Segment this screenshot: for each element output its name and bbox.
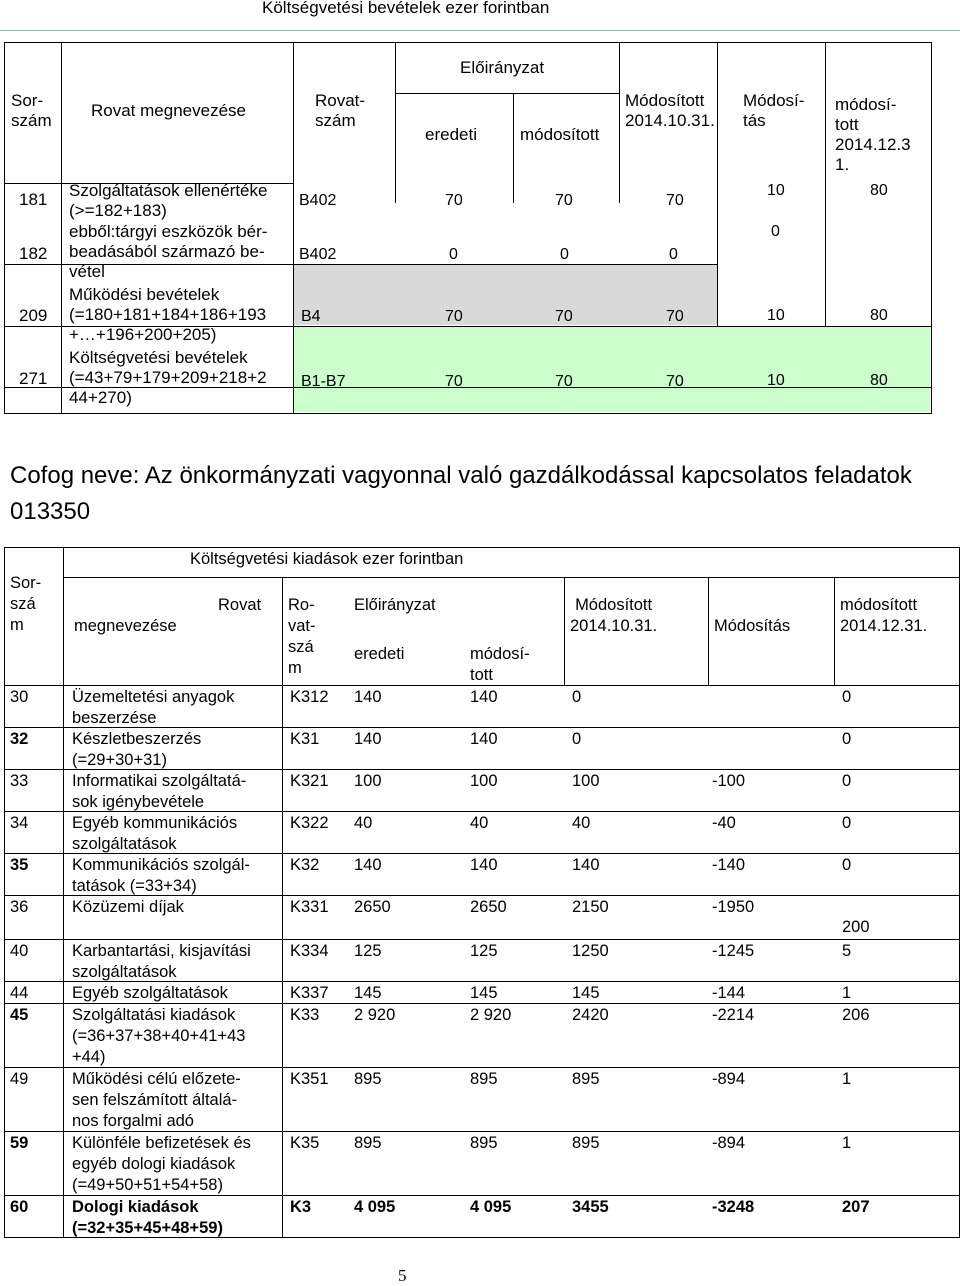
expense-row-59-name: Különféle befizetések és egyéb dologi kiadások (=49+50+51+54+58) [72, 1134, 251, 1194]
row-182-name: ebből:tárgyi eszközök bér- beadásából származó be- vétel [69, 222, 268, 281]
expense-row-44-name: Egyéb szolgáltatások [72, 984, 228, 1002]
expense-row-40-mod-end: 5 [842, 942, 852, 960]
expense-row-44-eredeti: 145 [354, 984, 382, 1002]
expense-row-44-rovat: K337 [290, 984, 329, 1002]
expense-row-36-sorszam: 36 [10, 898, 29, 916]
header-rovat-2: Rovat [218, 596, 262, 614]
expense-row-44-mod-date: 145 [572, 984, 600, 1002]
expense-row-33-modositott: 100 [470, 772, 498, 790]
expense-row-32-sorszam: 32 [10, 730, 29, 748]
header-eredeti-2: eredeti [354, 645, 405, 663]
row-271-mod-end: 80 [870, 372, 888, 389]
expense-row-34-modositas: -40 [712, 814, 736, 832]
expense-row-34-modositott: 40 [470, 814, 489, 832]
expense-row-32-rovat: K31 [290, 730, 320, 748]
expense-row-35-modositott: 140 [470, 856, 498, 874]
expense-row-60-mod-date: 3455 [572, 1198, 609, 1216]
row-181-sorszam: 181 [19, 190, 48, 209]
expense-row-33-eredeti: 100 [354, 772, 382, 790]
expense-row-45-name: Szolgáltatási kiadások (=36+37+38+40+41+43 +44) [72, 1006, 246, 1066]
expense-row-34-eredeti: 40 [354, 814, 373, 832]
header-sorszam-2: Sor- szá m [10, 574, 42, 634]
expense-row-45-rovat: K33 [290, 1006, 320, 1024]
expense-row-35-name: Kommunikációs szolgál- tatások (=33+34) [72, 856, 250, 895]
expense-row-34-mod-end: 0 [842, 814, 852, 832]
expense-row-60-eredeti: 4 095 [354, 1198, 396, 1216]
expense-row-59-sorszam: 59 [10, 1134, 29, 1152]
row-181-mod-date: 70 [666, 192, 684, 209]
page-number: 5 [398, 1266, 407, 1285]
expense-row-35-mod-end: 0 [842, 856, 852, 874]
row-181-modositott: 70 [555, 192, 573, 209]
row-181-modositas: 10 [767, 182, 785, 199]
expense-row-40-rovat: K334 [290, 942, 329, 960]
expense-row-40-sorszam: 40 [10, 942, 29, 960]
expense-row-30-eredeti: 140 [354, 688, 382, 706]
expense-row-32-eredeti: 140 [354, 730, 382, 748]
header-modositas: Módosí- tás [743, 91, 805, 130]
expense-row-59-mod-end: 1 [842, 1134, 852, 1152]
row-181-eredeti: 70 [445, 192, 463, 209]
expense-row-33-mod-date: 100 [572, 772, 600, 790]
expense-row-44-mod-end: 1 [842, 984, 852, 1002]
expense-row-44-modositott: 145 [470, 984, 498, 1002]
row-209-mod-end: 80 [870, 307, 888, 324]
expense-row-49-name: Működési célú előzete- sen felszámított általá- nos forgalmi adó [72, 1070, 241, 1130]
header-modositott-end: módosí- tott 2014.12.3 1. [835, 95, 911, 174]
expense-row-35-mod-date: 140 [572, 856, 600, 874]
row-271-sorszam: 271 [19, 369, 48, 388]
row-181-name: Szolgáltatások ellenértéke (>=182+183) [69, 181, 268, 220]
expense-row-44-sorszam: 44 [10, 984, 29, 1002]
expense-row-36-rovat: K331 [290, 898, 329, 916]
expense-row-34-sorszam: 34 [10, 814, 29, 832]
expense-row-36-mod-end: 200 [842, 918, 870, 936]
expense-row-49-modositas: -894 [712, 1070, 746, 1088]
expense-row-59-mod-date: 895 [572, 1134, 600, 1152]
expense-row-40-name: Karbantartási, kisjavítási szolgáltatások [72, 942, 251, 981]
row-182-sorszam: 182 [19, 244, 48, 263]
title-underline [0, 30, 960, 31]
expense-row-30-modositott: 140 [470, 688, 498, 706]
header-modositott-date: Módosított 2014.10.31. [625, 91, 715, 130]
header-modositott-date-2: Módosított 2014.10.31. [570, 596, 658, 635]
row-271-mod-date: 70 [666, 373, 684, 390]
row-209-eredeti: 70 [445, 308, 463, 325]
expense-row-35-rovat: K32 [290, 856, 320, 874]
expense-title: Költségvetési kiadások ezer forintban [190, 550, 464, 568]
row-209-modositott: 70 [555, 308, 573, 325]
expense-row-30-mod-end: 0 [842, 688, 852, 706]
expense-row-33-mod-end: 0 [842, 772, 852, 790]
expense-row-32-mod-end: 0 [842, 730, 852, 748]
expense-row-35-modositas: -140 [712, 856, 746, 874]
row-182-modositas: 0 [771, 223, 780, 240]
row-209-rovat: B4 [301, 308, 321, 325]
expense-row-36-modositas: -1950 [712, 898, 755, 916]
expense-row-59-rovat: K35 [290, 1134, 320, 1152]
header-modositott: módosított [520, 125, 600, 144]
expense-row-32-mod-date: 0 [572, 730, 582, 748]
expense-row-40-modositas: -1245 [712, 942, 755, 960]
expense-row-30-rovat: K312 [290, 688, 329, 706]
expense-row-49-modositott: 895 [470, 1070, 498, 1088]
row-271-eredeti: 70 [445, 373, 463, 390]
expense-row-40-eredeti: 125 [354, 942, 382, 960]
expense-row-35-eredeti: 140 [354, 856, 382, 874]
row-209-mod-date: 70 [666, 308, 684, 325]
expense-row-44-modositas: -144 [712, 984, 746, 1002]
expense-row-60-mod-end: 207 [842, 1198, 870, 1216]
page-title: Költségvetési bevételek ezer forintban [262, 0, 550, 17]
expense-row-33-rovat: K321 [290, 772, 329, 790]
expense-row-36-mod-date: 2150 [572, 898, 609, 916]
expense-row-60-modositas: -3248 [712, 1198, 755, 1216]
expense-row-40-modositott: 125 [470, 942, 498, 960]
expense-row-45-mod-date: 2420 [572, 1006, 609, 1024]
expense-row-45-modositas: -2214 [712, 1006, 755, 1024]
expense-row-60-name: Dologi kiadások (=32+35+45+48+59) [72, 1198, 223, 1237]
expense-row-59-modositas: -894 [712, 1134, 746, 1152]
row-182-modositott: 0 [560, 246, 569, 263]
expense-row-33-sorszam: 33 [10, 772, 29, 790]
header-eloiranyzat-2: Előirányzat [354, 596, 436, 614]
row-271-name: Költségvetési bevételek (=43+79+179+209+218+2 44+270) [69, 348, 267, 407]
header-sorszam: Sor- szám [11, 91, 52, 130]
expense-row-49-rovat: K351 [290, 1070, 329, 1088]
expense-row-45-modositott: 2 920 [470, 1006, 512, 1024]
expense-row-36-modositott: 2650 [470, 898, 507, 916]
header-rovatszam-2: Ro- vat- szá m [288, 596, 316, 677]
header-eloiranyzat: Előirányzat [460, 58, 545, 77]
row-271-rovat: B1-B7 [301, 373, 346, 390]
cofog-heading: Cofog neve: Az önkormányzati vagyonnal való gazdálkodással kapcsolatos feladatok 013350 [10, 462, 912, 525]
expense-row-30-name: Üzemeltetési anyagok beszerzése [72, 688, 235, 727]
expense-row-30-mod-date: 0 [572, 688, 582, 706]
header-eredeti: eredeti [425, 125, 477, 144]
expense-row-33-modositas: -100 [712, 772, 746, 790]
expense-row-49-sorszam: 49 [10, 1070, 29, 1088]
expense-row-40-mod-date: 1250 [572, 942, 609, 960]
expense-row-34-name: Egyéb kommunikációs szolgáltatások [72, 814, 238, 853]
green-cell-209 [293, 326, 930, 387]
expense-row-34-mod-date: 40 [572, 814, 591, 832]
header-modositas-2: Módosítás [714, 617, 791, 635]
expense-row-49-mod-end: 1 [842, 1070, 852, 1088]
expense-row-30-sorszam: 30 [10, 688, 29, 706]
header-modositott-end-2: módosított 2014.12.31. [840, 596, 928, 635]
header-rovat-megnevezese: Rovat megnevezése [91, 101, 246, 120]
expense-row-60-rovat: K3 [290, 1198, 312, 1216]
expense-row-49-mod-date: 895 [572, 1070, 600, 1088]
gray-cell-182 [293, 264, 717, 325]
header-megnevezese-2: megnevezése [74, 617, 177, 635]
row-271-modositott: 70 [555, 373, 573, 390]
expense-row-60-sorszam: 60 [10, 1198, 29, 1216]
row-209-modositas: 10 [767, 307, 785, 324]
revenue-table [4, 42, 932, 414]
expense-row-35-sorszam: 35 [10, 856, 29, 874]
expense-row-45-sorszam: 45 [10, 1006, 29, 1024]
expense-row-59-eredeti: 895 [354, 1134, 382, 1152]
row-271-modositas: 10 [767, 372, 785, 389]
row-182-mod-date: 0 [669, 246, 678, 263]
expense-row-36-name: Közüzemi díjak [72, 898, 184, 916]
row-209-sorszam: 209 [19, 306, 48, 325]
expense-row-59-modositott: 895 [470, 1134, 498, 1152]
header-rovatszam: Rovat- szám [315, 91, 366, 130]
expense-row-33-name: Informatikai szolgáltatá- sok igénybevétele [72, 772, 247, 811]
expense-row-45-eredeti: 2 920 [354, 1006, 396, 1024]
expense-row-32-name: Készletbeszerzés (=29+30+31) [72, 730, 202, 769]
row-209-name: Működési bevételek (=180+181+184+186+193 +…+196+200+205) [69, 285, 267, 344]
header-modositott-2: módosí- tott [470, 645, 530, 684]
row-182-eredeti: 0 [449, 246, 458, 263]
expense-row-32-modositott: 140 [470, 730, 498, 748]
row-181-mod-end: 80 [870, 182, 888, 199]
expense-row-60-modositott: 4 095 [470, 1198, 512, 1216]
expense-row-36-eredeti: 2650 [354, 898, 391, 916]
expense-row-34-rovat: K322 [290, 814, 329, 832]
expense-row-49-eredeti: 895 [354, 1070, 382, 1088]
row-182-rovat: B402 [299, 246, 337, 263]
expense-row-45-mod-end: 206 [842, 1006, 870, 1024]
row-181-rovat: B402 [299, 192, 337, 209]
